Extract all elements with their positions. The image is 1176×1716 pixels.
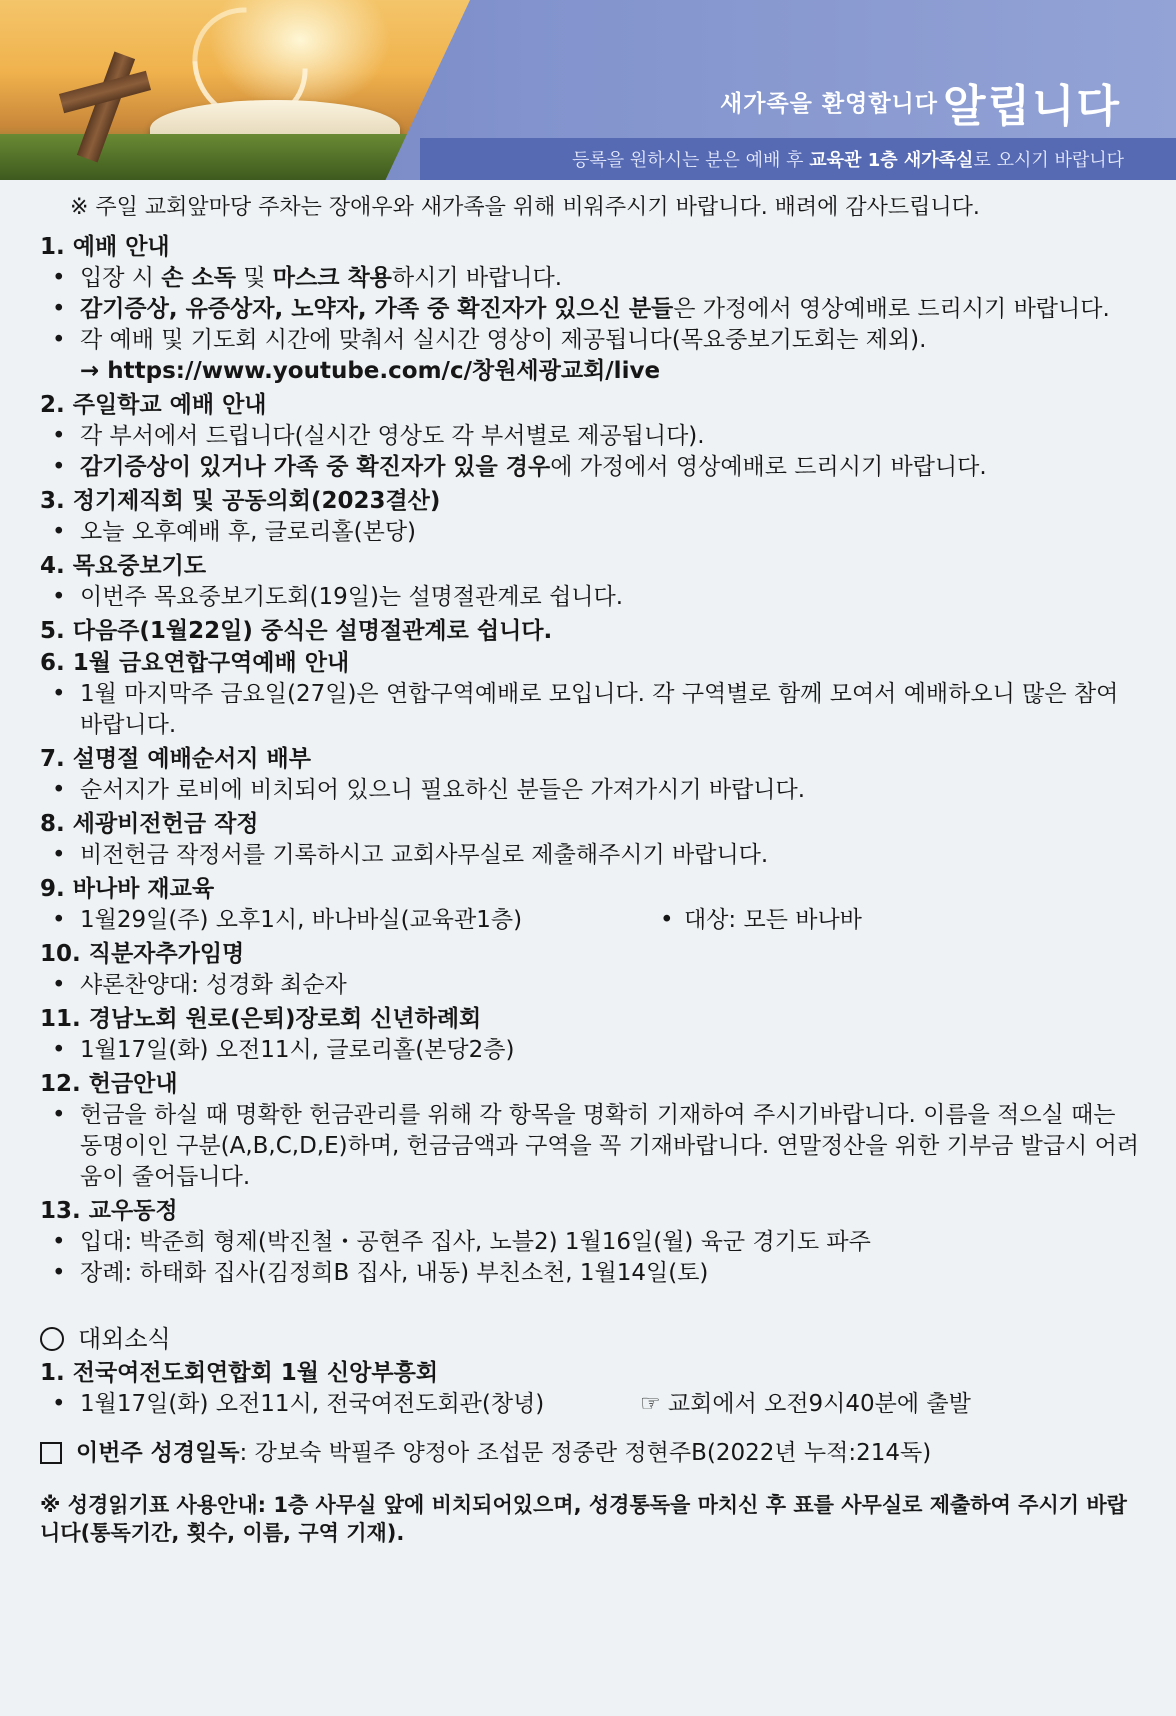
registration-room: 교육관 1층 새가족실 (809, 150, 974, 171)
bible-reading-note: ※ 성경읽기표 사용안내: 1층 사무실 앞에 비치되어있으며, 성경통독을 마치신 후 표를 사무실로 제출하여 주시기 바랍니다(통독기간, 횟수, 이름, 구역 기재). (40, 1493, 1127, 1545)
welcome-text: 새가족을 환영합니다 (720, 91, 938, 117)
external-news-heading: 대외소식 (40, 1321, 1140, 1357)
list-item: • 감기증상, 유증상자, 노약자, 가족 중 확진자가 있으신 분들은 가정에서 영상예배로 드리시기 바랍니다. (80, 294, 1140, 325)
registration-suffix: 로 오시기 바랍니다 (973, 150, 1124, 171)
item-title: 2. 주일학교 예배 안내 (40, 392, 267, 418)
parking-notice: ※ 주일 교회앞마당 주차는 장애우와 새가족을 위해 비워주시기 바랍니다. 배려에 감사드립니다. (70, 195, 980, 220)
item-title: 4. 목요중보기도 (40, 553, 207, 579)
bible-reading-label: 이번주 성경일독 (76, 1440, 240, 1466)
item-council (40, 485, 1140, 548)
list-item: • 순서지가 로비에 비치되어 있으니 필요하신 분들은 가져가시기 바랍니다. (80, 775, 1140, 806)
list-item: • 각 예배 및 기도회 시간에 맞춰서 실시간 영상이 제공됩니다(목요중보기도회는 제외). → https://www.youtube.com/c/창원세광교회/live (80, 325, 1140, 387)
page-title: 알립니다 (942, 81, 1121, 132)
item-title: 7. 설명절 예배순서지 배부 (40, 746, 311, 772)
grass-decoration (0, 134, 470, 180)
youtube-link[interactable]: → https://www.youtube.com/c/창원세광교회/live (80, 358, 661, 384)
cross-book-heart-illustration (0, 0, 470, 180)
item-worship (40, 231, 1140, 387)
registration-strip (420, 138, 1176, 180)
item-title: 6. 1월 금요연합구역예배 안내 (40, 650, 350, 676)
list-item: • 1월29일(주) 오후1시, 바나바실(교육관1층) • 대상: 모든 바나바 (80, 905, 1140, 936)
item-title: 11. 경남노회 원로(은퇴)장로회 신년하례회 (40, 1006, 482, 1032)
item-offering-guide (40, 1068, 1140, 1193)
item-title: 1. 전국여전도회연합회 1월 신앙부흥회 (40, 1360, 439, 1386)
list-item: • 1월17일(화) 오전11시, 전국여전도회관(창녕) ☞ 교회에서 오전9시40분에 출발 (80, 1389, 1140, 1420)
item-external-revival (40, 1357, 1140, 1420)
list-item: • 감기증상이 있거나 가족 중 확진자가 있을 경우에 가정에서 영상예배로 드리시기 바랍니다. (80, 452, 1140, 483)
list-item: • 샤론찬양대: 성경화 최순자 (80, 970, 1140, 1001)
item-elders-meeting (40, 1003, 1140, 1066)
item-title: 13. 교우동정 (40, 1198, 178, 1224)
item-title: 5. 다음주(1월22일) 중식은 설명절관계로 쉽니다. (40, 618, 553, 644)
item-title: 8. 세광비전헌금 작정 (40, 811, 259, 837)
header-banner (0, 0, 1176, 180)
list-item: • 1월 마지막주 금요일(27일)은 연합구역예배로 모입니다. 각 구역별로 함께 모여서 예배하오니 많은 참여 바랍니다. (80, 679, 1140, 741)
item-title: 1. 예배 안내 (40, 234, 170, 260)
item-friday-worship (40, 647, 1140, 741)
bible-reading (40, 1438, 1140, 1468)
list-item: • 오늘 오후예배 후, 글로리홀(본당) (80, 517, 1140, 548)
item-lunch (40, 615, 1140, 647)
list-item: • 비전헌금 작정서를 기록하시고 교회사무실로 제출해주시기 바랍니다. (80, 840, 1140, 871)
item-vision-offering (40, 808, 1140, 871)
item-barnabas (40, 873, 1140, 936)
item-title: 10. 직분자추가임명 (40, 941, 245, 967)
registration-prefix: 등록을 원하시는 분은 예배 후 (572, 150, 804, 171)
item-appointment (40, 938, 1140, 1001)
circle-icon (40, 1327, 64, 1351)
item-thursday-prayer (40, 550, 1140, 613)
list-item: • 1월17일(화) 오전11시, 글로리홀(본당2층) (80, 1035, 1140, 1066)
item-title: 9. 바나바 재교육 (40, 876, 215, 902)
checkbox-icon (40, 1442, 62, 1464)
list-item: • 각 부서에서 드립니다(실시간 영상도 각 부서별로 제공됩니다). (80, 421, 1140, 452)
item-holiday-order (40, 743, 1140, 806)
item-sunday-school (40, 389, 1140, 483)
item-title: 12. 헌금안내 (40, 1071, 178, 1097)
list-item: • 헌금을 하실 때 명확한 헌금관리를 위해 각 항목을 명확히 기재하여 주시기바랍니다. 이름을 적으실 때는 동명이인 구분(A,B,C,D,E)하며, 헌금금액과 구역을 꼭 기재바랍니다. 연말정산을 위한 기부금 발급시 어려움이 줄어듭니다. (80, 1100, 1140, 1193)
bible-reading-names: : 강보숙 박필주 양정아 조섭문 정중란 정현주B(2022년 누적:214독) (239, 1440, 932, 1466)
item-member-news (40, 1195, 1140, 1289)
list-item: • 입대: 박준희 형제(박진철・공현주 집사, 노블2) 1월16일(월) 육군 경기도 파주 (80, 1227, 1140, 1258)
list-item: • 이번주 목요중보기도회(19일)는 설명절관계로 쉽니다. (80, 582, 1140, 613)
list-item: • 입장 시 손 소독 및 마스크 착용하시기 바랍니다. (80, 263, 1140, 294)
item-title: 3. 정기제직회 및 공동의회(2023결산) (40, 488, 441, 514)
announcement-body (40, 190, 1140, 1547)
list-item: • 장례: 하태화 집사(김정희B 집사, 내동) 부친소천, 1월14일(토) (80, 1258, 1140, 1289)
